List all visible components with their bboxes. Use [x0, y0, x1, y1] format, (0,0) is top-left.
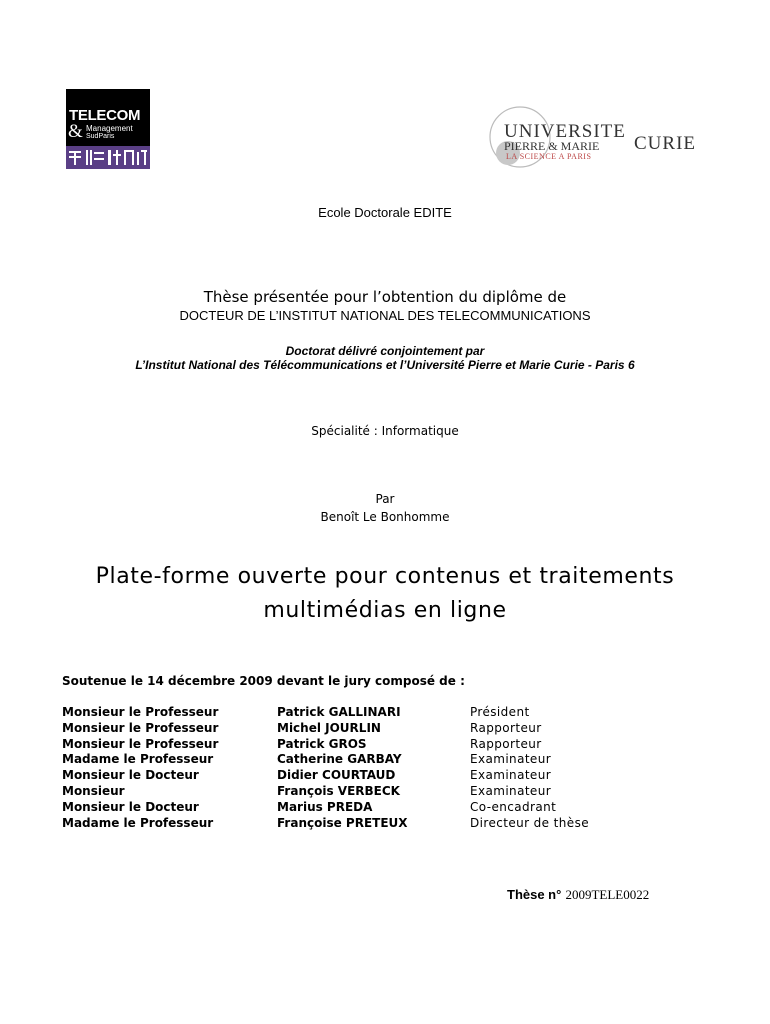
telecom-logo-sudparis: SudParis	[86, 133, 115, 140]
telecom-logo-title: TELECOM	[69, 107, 141, 124]
jury-role: Président	[470, 705, 530, 719]
par-label: Par	[375, 492, 395, 506]
jury-role: Rapporteur	[470, 736, 542, 751]
jury-title: Monsieur le Docteur	[62, 799, 199, 814]
upmc-logo-pierre-marie: PIERRE & MARIE	[504, 139, 600, 153]
jury-title: Monsieur le Professeur	[62, 705, 219, 719]
these-number	[507, 887, 649, 903]
school-name: Ecole Doctorale EDITE	[318, 205, 452, 220]
these-number-label: Thèse n°	[507, 887, 562, 902]
telecom-logo	[66, 89, 150, 169]
telecom-glyphs-icon	[66, 146, 150, 169]
jury-name: Didier COURTAUD	[277, 768, 396, 783]
jury-role: Examinateur	[470, 783, 552, 798]
upmc-logo	[484, 95, 704, 175]
jury-role: Examinateur	[470, 752, 552, 767]
telecom-logo-management: Management	[86, 124, 133, 133]
upmc-logo-universite: UNIVERSITE	[504, 121, 626, 142]
jury-name: Patrick GALLINARI	[277, 705, 401, 719]
docteur-heading: DOCTEUR DE L’INSTITUT NATIONAL DES TELECOMMUNICATIONS	[179, 308, 591, 323]
jury-name: Catherine GARBAY	[277, 752, 402, 767]
jury-role: Directeur de thèse	[470, 815, 590, 830]
jury-name: François VERBECK	[277, 783, 400, 798]
telecom-logo-amp: &	[68, 121, 83, 142]
jury-role: Rapporteur	[470, 720, 542, 735]
these-heading: Thèse présentée pour l’obtention du diplôme de	[203, 288, 567, 306]
jury-title: Madame le Professeur	[62, 815, 214, 830]
jury-title: Monsieur	[62, 783, 125, 798]
defense-statement: Soutenue le 14 décembre 2009 devant le jury composé de :	[62, 674, 465, 688]
jury-name: Patrick GROS	[277, 736, 367, 751]
thesis-title-line1: Plate-forme ouverte pour contenus et traitements	[95, 564, 675, 589]
telecom-logo-glyph-bar	[66, 146, 150, 169]
jury-role: Co-encadrant	[470, 799, 557, 814]
author-name: Benoît Le Bonhomme	[320, 510, 450, 524]
doctorat-line: Doctorat délivré conjointement par	[285, 344, 485, 358]
jury-title: Monsieur le Docteur	[62, 768, 199, 783]
institut-line: L’Institut National des Télécommunications et l’Université Pierre et Marie Curie - Paris 6	[135, 358, 635, 372]
these-number-value: 2009TELE0022	[565, 887, 650, 902]
jury-title: Madame le Professeur	[62, 752, 214, 767]
specialite: Spécialité : Informatique	[311, 424, 459, 438]
jury-name: Françoise PRETEUX	[277, 815, 408, 830]
thesis-title-line2: multimédias en ligne	[263, 598, 507, 623]
upmc-logo-la-science: LA SCIENCE A PARIS	[506, 152, 592, 161]
jury-role: Examinateur	[470, 768, 552, 783]
jury-title: Monsieur le Professeur	[62, 736, 219, 751]
jury-name: Marius PREDA	[277, 799, 373, 814]
jury-name: Michel JOURLIN	[277, 720, 381, 735]
upmc-logo-curie: CURIE	[634, 133, 696, 154]
jury-title: Monsieur le Professeur	[62, 720, 219, 735]
